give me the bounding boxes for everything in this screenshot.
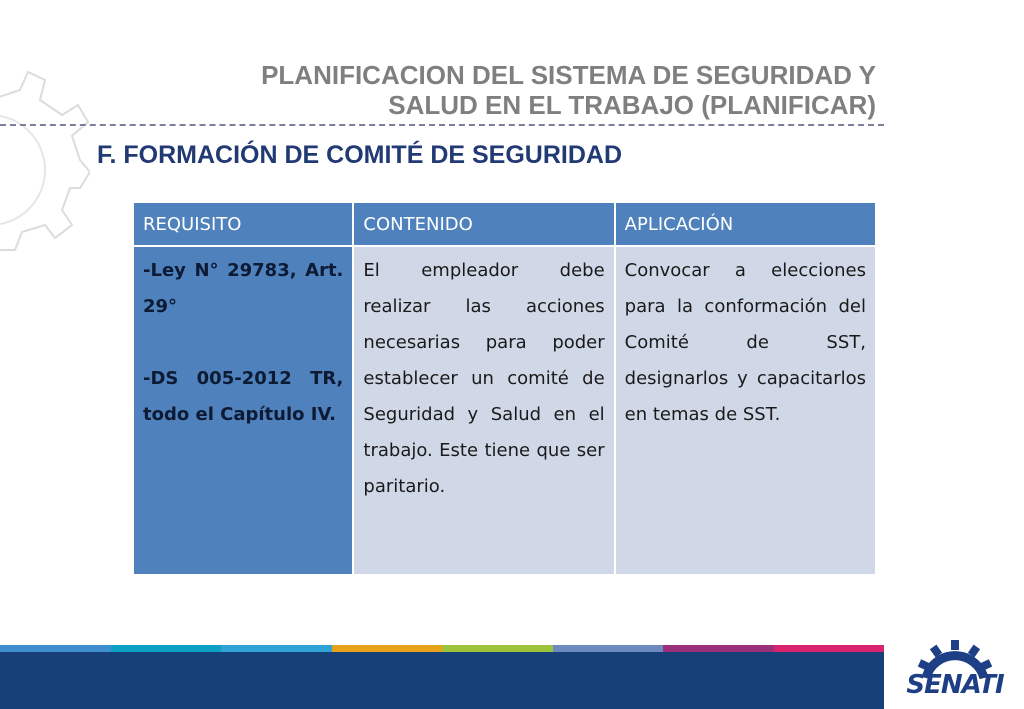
requisito-decree: -DS 005-2012 TR, todo el Capítulo IV.	[143, 368, 344, 425]
stripe-segment	[553, 645, 664, 652]
spacer	[143, 325, 343, 361]
aplicacion-cell: Convocar a elecciones para la conformación del Comité de SST, designarlos y capacitarlos en temas de SST.	[615, 246, 876, 575]
stripe-segment	[663, 645, 774, 652]
stripe-segment	[221, 645, 332, 652]
color-stripes	[0, 645, 884, 652]
column-header-requisito: REQUISITO	[133, 202, 353, 246]
dashed-divider	[0, 124, 884, 126]
requirements-table	[132, 201, 877, 576]
slide-title	[261, 60, 876, 120]
stripe-segment	[442, 645, 553, 652]
table-row	[133, 246, 876, 575]
requisito-law: -Ley N° 29783, Art. 29°	[143, 260, 344, 317]
stripe-segment	[774, 645, 885, 652]
gear-outline-icon	[0, 60, 90, 260]
senati-logo	[896, 640, 1014, 704]
footer-bar	[0, 645, 884, 709]
column-header-contenido: CONTENIDO	[353, 202, 614, 246]
column-header-aplicacion: APLICACIÓN	[615, 202, 876, 246]
stripe-segment	[332, 645, 443, 652]
stripe-segment	[111, 645, 222, 652]
requisito-cell	[133, 246, 353, 575]
section-heading: F. FORMACIÓN DE COMITÉ DE SEGURIDAD	[97, 141, 623, 169]
title-line-2: SALUD EN EL TRABAJO (PLANIFICAR)	[388, 90, 876, 120]
contenido-cell: El empleador debe realizar las acciones necesarias para poder establecer un comité de Seguridad y Salud en el trabajo. Este tiene que ser paritario.	[353, 246, 614, 575]
title-line-1: PLANIFICACION DEL SISTEMA DE SEGURIDAD Y	[261, 60, 876, 90]
logo-text: SENATI	[906, 670, 1004, 700]
table-header-row	[133, 202, 876, 246]
stripe-segment	[0, 645, 111, 652]
